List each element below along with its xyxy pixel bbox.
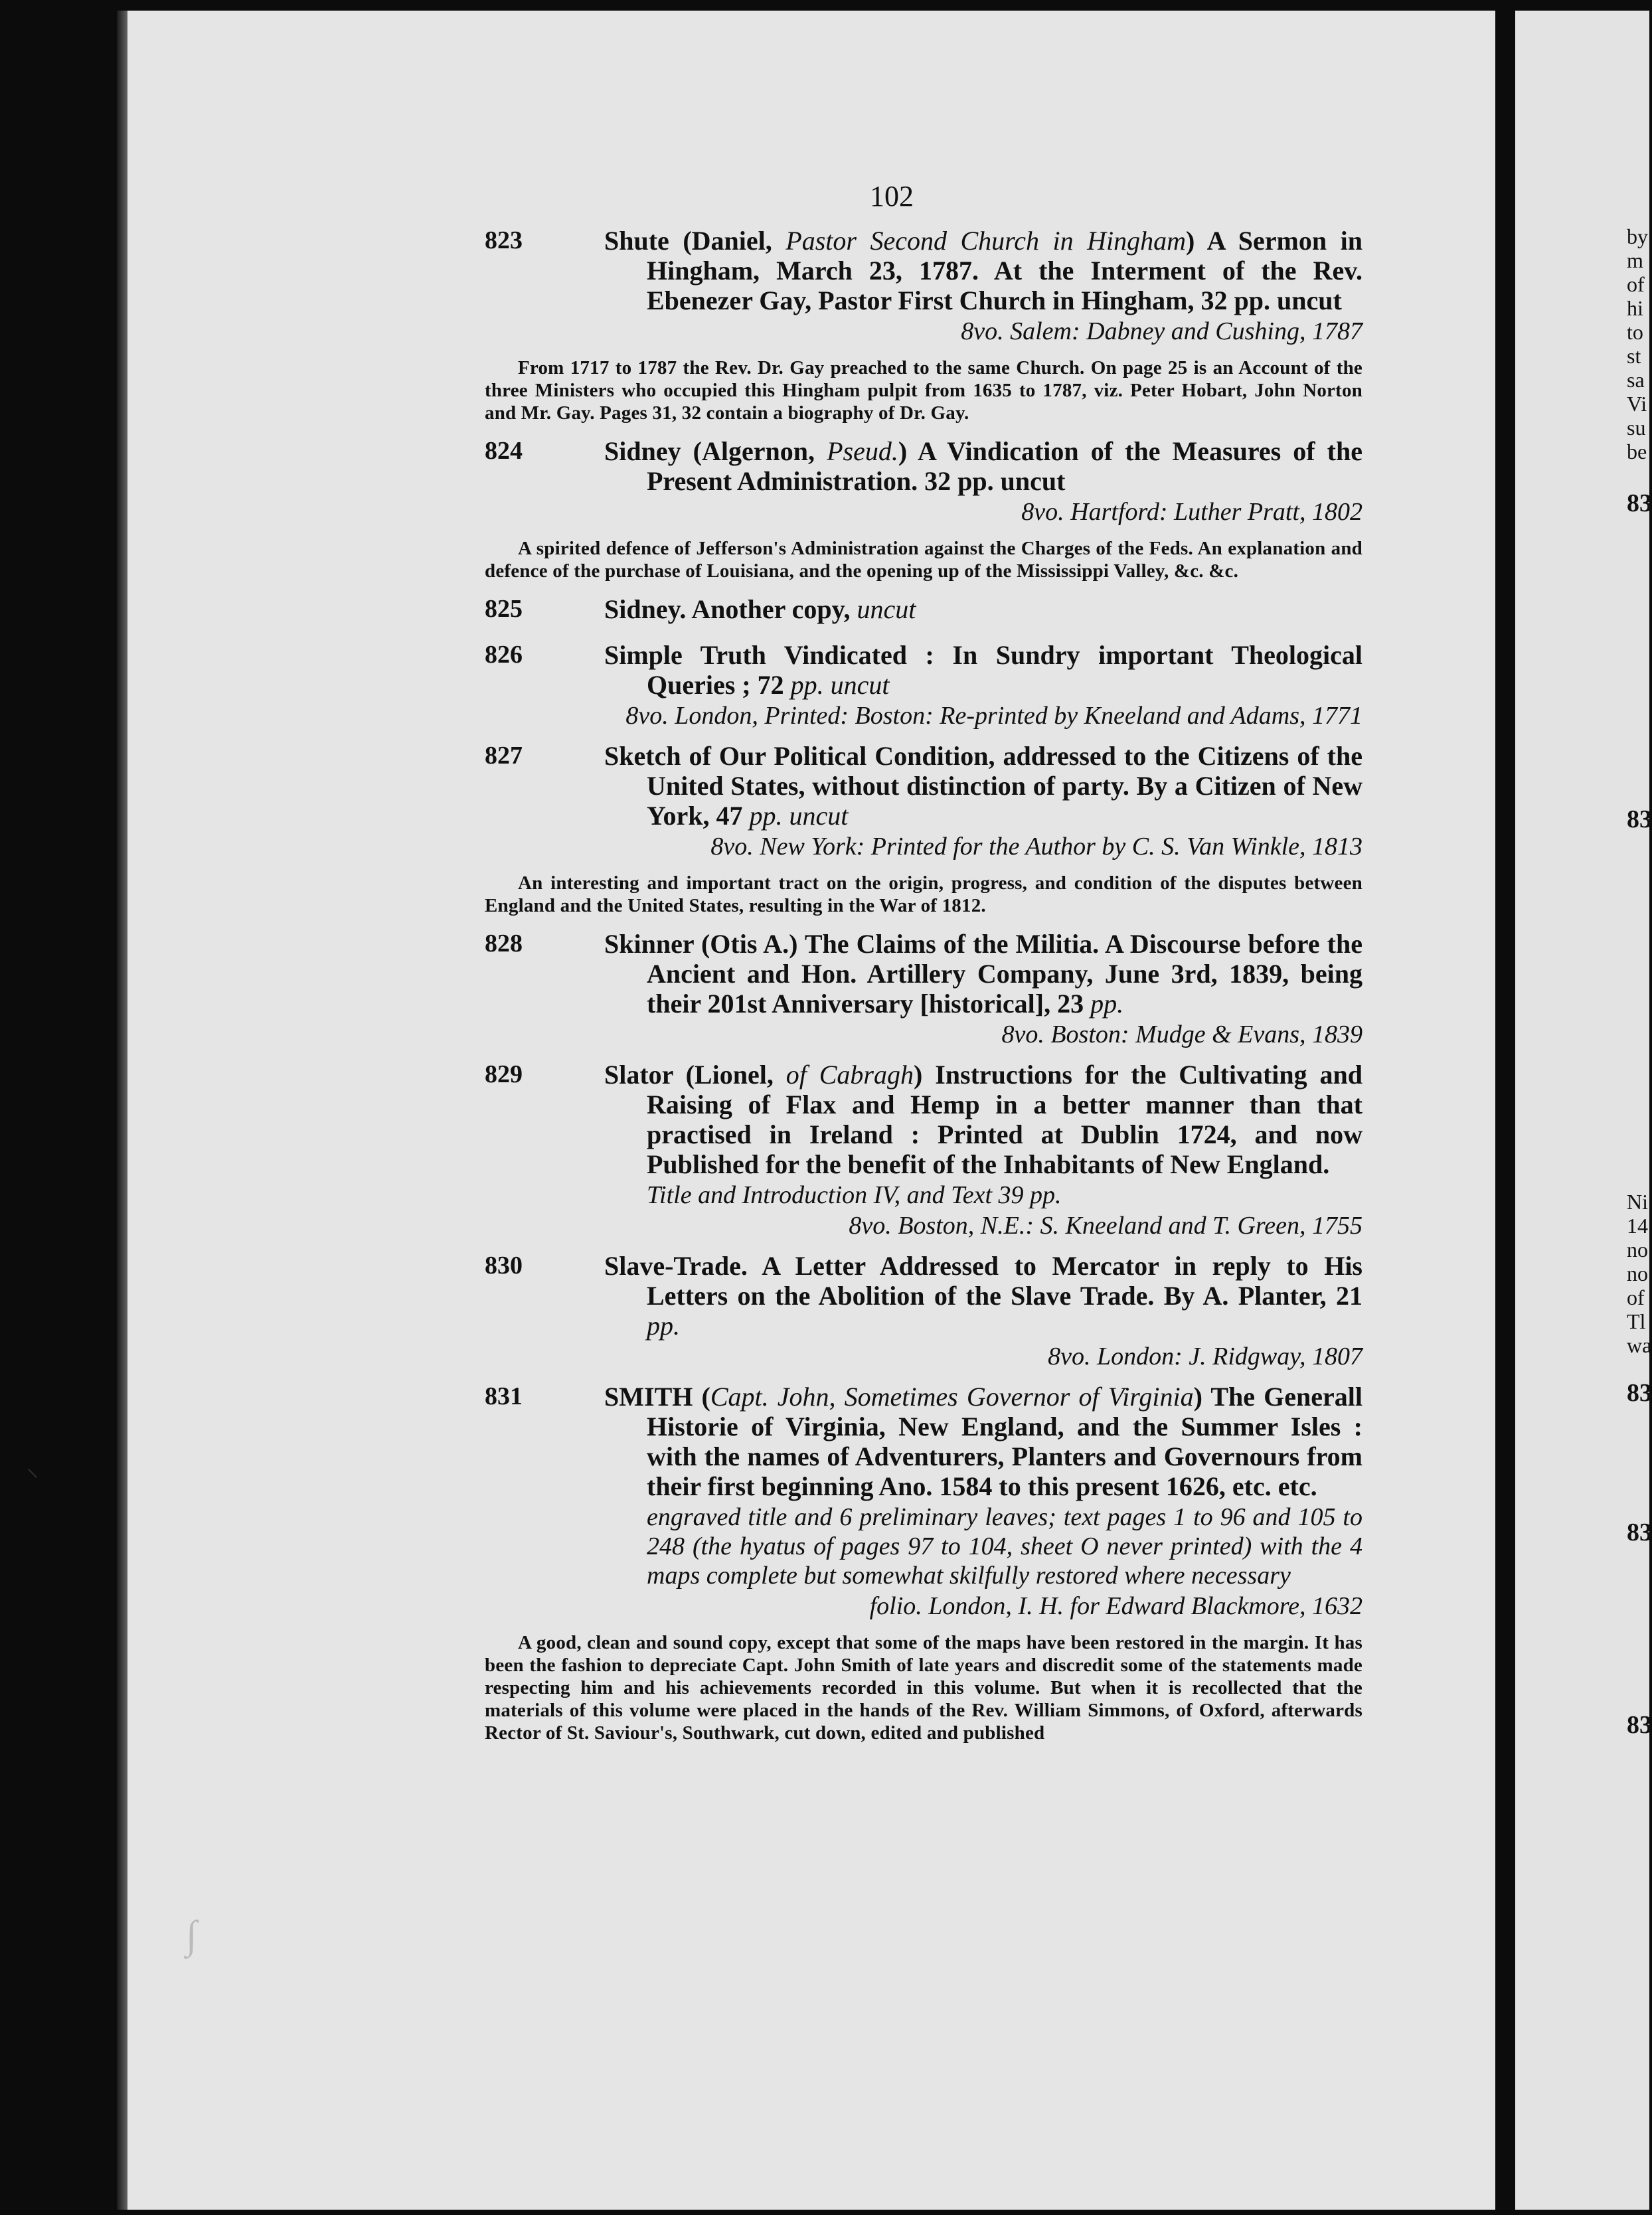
fragment-text: wa bbox=[1627, 1333, 1652, 1357]
scan-speck-mark: ⸌ bbox=[27, 1465, 39, 1491]
fragment-text: Tl bbox=[1627, 1309, 1646, 1333]
catalogue-entry bbox=[485, 594, 1363, 624]
entry-imprint: 8vo. London: J. Ridgway, 1807 bbox=[1048, 1343, 1363, 1370]
catalogue-entry bbox=[485, 741, 1363, 861]
entry-title: Sketch of Our Political Condition, addressed to the Citizens of the United States, without distinction of party. By a Citizen of New York, 47 pp. uncut bbox=[604, 741, 1363, 831]
entry-imprint: 8vo. Boston, N.E.: S. Kneeland and T. Green, 1755 bbox=[849, 1212, 1363, 1240]
entry-imprint: 8vo. New York: Printed for the Author by C. S. Van Winkle, 1813 bbox=[710, 833, 1363, 861]
entry-note: From 1717 to 1787 the Rev. Dr. Gay preached to the same Church. On page 25 is an Account of the three Ministers who occupied this Hingham pulpit from 1635 to 1787, viz. Peter Hobart, John Norton and Mr. Gay. Pages 31, 32 contain a biography of Dr. Gay. bbox=[485, 357, 1363, 424]
entry-title: SMITH (Capt. John, Sometimes Governor of Virginia) The Generall Historie of Virginia, New England, and the Summer Isles : with the names of Adventurers, Planters and Governours from their first beginning Ano. 1584 to this present 1626, etc. etc. bbox=[604, 1382, 1363, 1501]
entry-title: Sidney. Another copy, uncut bbox=[604, 594, 916, 624]
entry-title: Simple Truth Vindicated : In Sundry important Theological Queries ; 72 pp. uncut bbox=[604, 640, 1363, 700]
entry-collation: engraved title and 6 preliminary leaves; text pages 1 to 96 and 105 to 248 (the hyatus of pages 97 to 104, sheet O never printed) with the 4 maps complete but somewhat skilfully restored where necessary bbox=[647, 1503, 1363, 1590]
catalogue-entry bbox=[485, 929, 1363, 1049]
entry-number: 829 bbox=[485, 1060, 523, 1088]
fragment-text: 14 bbox=[1627, 1214, 1648, 1238]
fragment-text: of bbox=[1627, 272, 1645, 296]
entry-collation: Title and Introduction IV, and Text 39 pp. bbox=[647, 1181, 1062, 1209]
entry-imprint: 8vo. Hartford: Luther Pratt, 1802 bbox=[1021, 498, 1363, 526]
fragment-entry-number: 83 bbox=[1627, 489, 1652, 517]
fragment-text: be bbox=[1627, 440, 1647, 463]
adjacent-page-fragment bbox=[1515, 11, 1652, 2210]
fragment-text: no bbox=[1627, 1238, 1648, 1262]
fragment-text: to bbox=[1627, 320, 1643, 344]
fragment-entry-number: 83 bbox=[1627, 1379, 1652, 1407]
catalogue-entry bbox=[485, 436, 1363, 527]
fragment-text: st bbox=[1627, 344, 1641, 368]
fragment-text: hi bbox=[1627, 296, 1643, 320]
entry-note: A good, clean and sound copy, except that some of the maps have been restored in the margin. It has been the fashion to depreciate Capt. John Smith of late years and discredit some of the statements made respecting him and his achievements recorded in this volume. But when it is recollected that the materials of this volume were placed in the hands of the Rev. William Simmons, of Oxford, afterwards Rector of St. Saviour's, Southwark, cut down, edited and published bbox=[485, 1632, 1363, 1744]
catalogue-entry bbox=[485, 226, 1363, 346]
entry-note: A spirited defence of Jefferson's Administration against the Charges of the Feds. An explanation and defence of the purchase of Louisiana, and the opening up of the Mississippi Valley, &c. &c. bbox=[485, 538, 1363, 582]
entry-number: 828 bbox=[485, 930, 523, 957]
fragment-text: of bbox=[1627, 1285, 1645, 1309]
entry-number: 824 bbox=[485, 437, 523, 465]
fragment-text: sa bbox=[1627, 368, 1645, 392]
fragment-text: m bbox=[1627, 248, 1643, 272]
fragment-text: Vi bbox=[1627, 392, 1647, 416]
scan-stain-mark: ∫ bbox=[186, 1913, 197, 1957]
fragment-text: su bbox=[1627, 416, 1646, 440]
entry-note: An interesting and important tract on the origin, progress, and condition of the disputes between England and the United States, resulting in the War of 1812. bbox=[485, 872, 1363, 916]
entry-imprint: folio. London, I. H. for Edward Blackmore, 1632 bbox=[869, 1592, 1363, 1620]
entry-number: 827 bbox=[485, 742, 523, 770]
page-number: 102 bbox=[870, 180, 914, 212]
catalogue-entry bbox=[485, 1060, 1363, 1240]
entry-number: 831 bbox=[485, 1382, 523, 1410]
catalogue-entries bbox=[485, 226, 1363, 1756]
entry-title: Slave-Trade. A Letter Addressed to Mercator in reply to His Letters on the Abolition of the Slave Trade. By A. Planter, 21 pp. bbox=[604, 1251, 1363, 1341]
entry-imprint: 8vo. Boston: Mudge & Evans, 1839 bbox=[1001, 1021, 1363, 1048]
entry-imprint: 8vo. London, Printed: Boston: Re-printed by Kneeland and Adams, 1771 bbox=[625, 702, 1363, 730]
entry-number: 823 bbox=[485, 226, 523, 254]
fragment-text: no bbox=[1627, 1262, 1648, 1285]
entry-number: 830 bbox=[485, 1252, 523, 1279]
fragment-entry-number: 83 bbox=[1627, 1711, 1652, 1739]
catalogue-entry bbox=[485, 1382, 1363, 1621]
fragment-text: Ni bbox=[1627, 1190, 1648, 1214]
entry-number: 825 bbox=[485, 595, 523, 623]
entry-title: Shute (Daniel, Pastor Second Church in Hingham) A Sermon in Hingham, March 23, 1787. At the Interment of the Rev. Ebenezer Gay, Pastor First Church in Hingham, 32 pp. uncut bbox=[604, 226, 1363, 315]
entry-imprint: 8vo. Salem: Dabney and Cushing, 1787 bbox=[961, 317, 1363, 345]
fragment-text: by bbox=[1627, 224, 1648, 248]
catalogue-entry bbox=[485, 640, 1363, 730]
fragment-entry-number: 83 bbox=[1627, 805, 1652, 833]
entry-title: Skinner (Otis A.) The Claims of the Militia. A Discourse before the Ancient and Hon. Artillery Company, June 3rd, 1839, being their 201st Anniversary [historical], 23 pp. bbox=[604, 929, 1363, 1019]
entry-title: Slator (Lionel, of Cabragh) Instructions for the Cultivating and Raising of Flax and Hemp in a better manner than that practised in Ireland : Printed at Dublin 1724, and now Published for the benefit of the Inhabitants of New England. bbox=[604, 1060, 1363, 1179]
fragment-entry-number: 83 bbox=[1627, 1518, 1652, 1546]
entry-title: Sidney (Algernon, Pseud.) A Vindication of the Measures of the Present Administration. 32 pp. uncut bbox=[604, 436, 1363, 496]
entry-number: 826 bbox=[485, 641, 523, 669]
catalogue-entry bbox=[485, 1251, 1363, 1371]
